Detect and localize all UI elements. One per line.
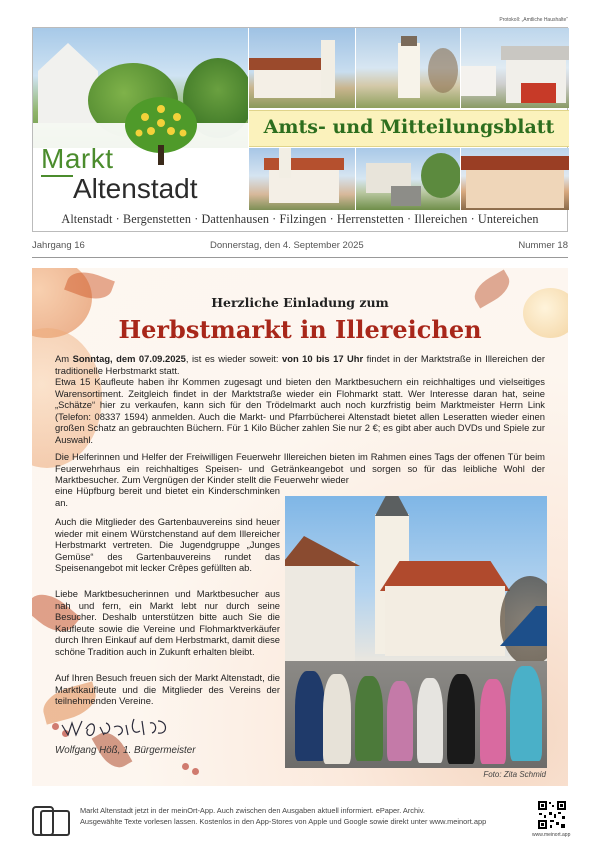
berry-decoration [182,763,189,770]
photo-village-5 [356,148,460,210]
logo-word-altenstadt: Altenstadt [73,173,198,204]
photo-village-6 [461,148,569,210]
paragraph-garden-club: Auch die Mitglieder des Gartenbauvereins sind heuer wieder mit einem Würstchenstand auf dem Illereicher Herbstmarkt vertreten. Die Jugendgruppe „Junges Gemüse“ des Gartenbauvereins rundet das Speisenangebot mit lecker Crêpes gefüllten ab. [55,516,280,573]
footer-line-2: Ausgewählte Texte vorlesen lassen. Kostenlos in den App-Stores von Apple und Google sowie direkt unter www.meinort.app [80,817,487,826]
logo [33,123,248,208]
masthead-title: Amts- und Mitteilungsblatt [263,116,555,138]
tree-logo-icon [121,95,201,165]
issue-volume: Jahrgang 16 [32,240,85,251]
photo-credit: Foto: Zita Schmid [483,770,546,779]
issue-number: Nummer 18 [518,240,568,251]
qr-code-icon[interactable] [537,800,567,830]
paragraph-appeal: Liebe Marktbesucherinnen und Marktbesucher aus nah und fern, ein Markt lebt nur durch seine Besucher. Deshalb unterstützen bitte auch Sie die Kaufleute sowie die Vereine und Flohmarktverkäufer durch Ihren Einkauf auf dem Herbstmarkt, damit diese schöne Tradition auch in Zukunft erhalten bleibt. [55,588,280,657]
paragraph-firefighters: Die Helferinnen und Helfer der Freiwilligen Feuerwehr Illereichen bieten im Rahmen eines Tags der offenen Tür beim Feuerwehrhaus ein reichhaltiges Speisen- und Getränkeangebot und sorgen so für das leibliche Wohl der Marktbesucher. Zum Vergnügen der Kinder stellt die Feuerwehr wieder [55,451,545,485]
article-title: Herbstmarkt in Illereichen [118,315,482,344]
berry-decoration [52,723,59,730]
qr-url: www.meinort.app [532,832,571,838]
paragraph-merchants: Etwa 15 Kaufleute haben ihr Kommen zugesagt und bieten den Marktbesuchern ein reichhaltiges und vielseitiges Warensortiment. Zeitgleich findet in der Marktstraße wieder ein Flohmarkt statt. Wer Interesse daran hat, seine „Schätze“ hier zu verkaufen, kann sich für den Trödelmarkt auch noch kurzfristig beim Marktmeister Herrn Link (Telefon: 08337 1594) anmelden. Auch die Markt- und Pfarrbücherei Altenstadt bietet allen Leseratten wieder einen großen Schatz an gebrauchten Büchern. Für 1 Kilo Bücher zahlen Sie nur 2 €; es gibt aber auch DVDs und Spiele zur Auswahl. [55,376,545,445]
paragraph-closing: Auf Ihren Besuch freuen sich der Markt Altenstadt, die Marktkaufleute und die Mitglieder des Vereins der teilnehmenden Vereine. [55,672,280,706]
divider [32,257,568,258]
villages-list: Altenstadt · Bergenstetten · Dattenhausen · Filzingen · Herrenstetten · Illereichen · Untereichen [61,212,539,226]
signer-name: Wolfgang Höß, 1. Bürgermeister [55,745,196,756]
signature-image [60,713,180,741]
footer-line-1: Markt Altenstadt jetzt in der meinOrt-App. Auch zwischen den Ausgaben aktuell informiert. ePaper. Archiv. [80,806,425,815]
market-photo [285,496,547,768]
footer-app-note [80,805,520,827]
berry-decoration [192,768,199,775]
logo-word-markt: Markt [41,143,114,174]
banner [249,110,569,147]
protokoll-note: Protokoll: „Amtliche Haushalte“ [499,17,568,23]
article-herbstmarkt [32,268,568,786]
phone-icon [32,806,54,836]
photo-village-3 [461,28,569,108]
paragraph-intro: Am Sonntag, dem 07.09.2025, ist es wieder soweit: von 10 bis 17 Uhr findet in der Marktstraße in Illereichen der traditionelle Herbstmarkt statt. [55,353,545,376]
issue-date: Donnerstag, den 4. September 2025 [210,240,364,251]
article-subtitle: Herzliche Einladung zum [211,295,389,310]
logo-divider [41,175,73,177]
masthead [32,27,568,232]
photo-village-1 [249,28,355,108]
paragraph-kids: eine Hüpfburg bereit und bietet ein Kinderschminken an. [55,485,280,508]
photo-village-4 [249,148,355,210]
photo-village-2 [356,28,460,108]
